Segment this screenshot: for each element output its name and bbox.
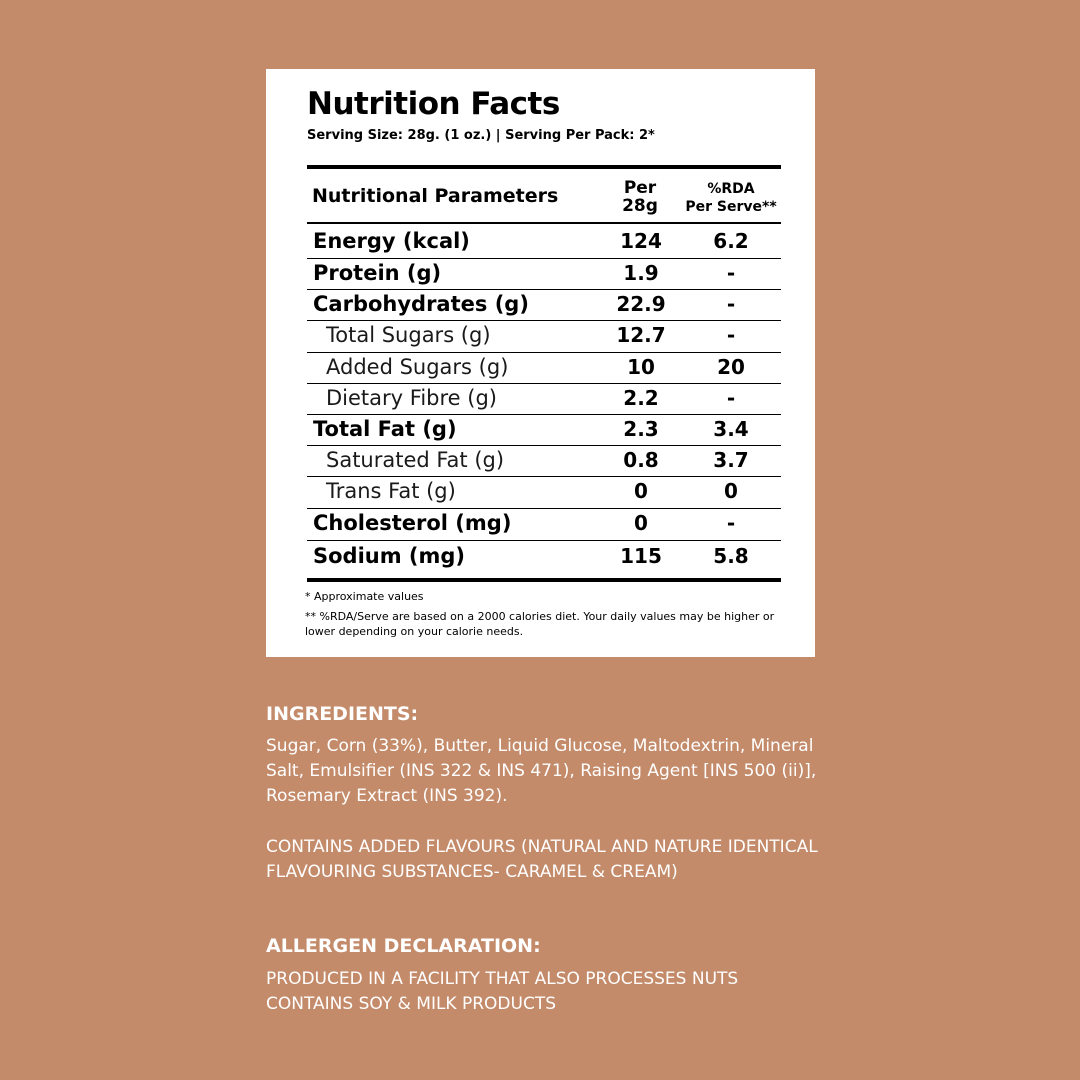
table-row	[307, 226, 781, 257]
row-value: 124	[620, 229, 662, 253]
row-value: 12.7	[616, 323, 666, 347]
serving-info: Serving Size: 28g. (1 oz.) | Serving Per Pack: 2*	[307, 128, 655, 143]
row-rda: 20	[717, 355, 745, 379]
row-name: Cholesterol (mg)	[313, 511, 512, 535]
row-value: 2.3	[623, 417, 659, 441]
row-rda: -	[726, 511, 736, 535]
header-rule	[307, 165, 781, 169]
row-rda: 3.7	[713, 448, 749, 472]
table-row	[307, 383, 781, 414]
per-line2: 28g	[622, 196, 658, 216]
row-rda: 6.2	[713, 229, 749, 253]
column-header-rule	[307, 222, 781, 224]
nutrition-title: Nutrition Facts	[307, 86, 560, 122]
rda-line1: %RDA	[707, 181, 755, 197]
column-header-parameters: Nutritional Parameters	[312, 185, 559, 207]
row-value: 0.8	[623, 448, 659, 472]
row-name: Sodium (mg)	[313, 544, 466, 568]
table-row	[307, 476, 781, 507]
row-name: Dietary Fibre (g)	[326, 386, 497, 410]
table-row	[307, 414, 781, 445]
allergen-heading: ALLERGEN DECLARATION:	[266, 935, 541, 957]
row-value: 115	[620, 544, 662, 568]
row-name: Total Sugars (g)	[326, 323, 491, 347]
row-rda: 3.4	[713, 417, 749, 441]
footnote-approximate: * Approximate values	[305, 590, 424, 603]
row-name: Carbohydrates (g)	[313, 292, 529, 316]
row-value: 10	[627, 355, 655, 379]
ingredients-text: Sugar, Corn (33%), Butter, Liquid Glucose, Maltodextrin, Mineral Salt, Emulsifier (INS 322 & INS 471), Raising Agent [INS 500 (ii)], Rosemary Extract (INS 392).	[266, 736, 817, 806]
table-row	[307, 289, 781, 320]
nutrition-facts-panel	[266, 69, 815, 657]
rda-line2: Per Serve**	[685, 199, 777, 215]
table-row	[307, 541, 781, 572]
row-name: Added Sugars (g)	[326, 355, 509, 379]
row-name: Energy (kcal)	[313, 229, 470, 253]
row-name: Total Fat (g)	[313, 417, 457, 441]
row-rda: 5.8	[713, 544, 749, 568]
row-rda: 0	[724, 479, 738, 503]
table-row	[307, 352, 781, 383]
table-row	[307, 508, 781, 539]
row-value: 0	[634, 511, 648, 535]
row-rda: -	[726, 292, 736, 316]
table-row	[307, 320, 781, 351]
row-rda: -	[726, 261, 736, 285]
row-value: 2.2	[623, 386, 659, 410]
allergen-text: PRODUCED IN A FACILITY THAT ALSO PROCESSES NUTS CONTAINS SOY & MILK PRODUCTS	[266, 969, 739, 1014]
table-row	[307, 445, 781, 476]
row-rda: -	[726, 386, 736, 410]
row-name: Saturated Fat (g)	[326, 448, 505, 472]
row-value: 22.9	[616, 292, 666, 316]
table-row	[307, 258, 781, 289]
row-name: Protein (g)	[313, 261, 442, 285]
flavours-text: CONTAINS ADDED FLAVOURS (NATURAL AND NATURE IDENTICAL FLAVOURING SUBSTANCES- CARAMEL & CREAM)	[266, 837, 818, 882]
table-bottom-rule	[307, 578, 781, 582]
column-header-per-28g	[600, 179, 680, 215]
column-header-rda	[671, 180, 791, 216]
row-value: 0	[634, 479, 648, 503]
per-line1: Per	[623, 178, 657, 198]
row-rda: -	[726, 323, 736, 347]
footnote-rda: ** %RDA/Serve are based on a 2000 calories diet. Your daily values may be higher or lower depending on your calorie needs.	[305, 610, 775, 638]
row-name: Trans Fat (g)	[326, 479, 456, 503]
row-value: 1.9	[623, 261, 659, 285]
ingredients-heading: INGREDIENTS:	[266, 703, 419, 725]
